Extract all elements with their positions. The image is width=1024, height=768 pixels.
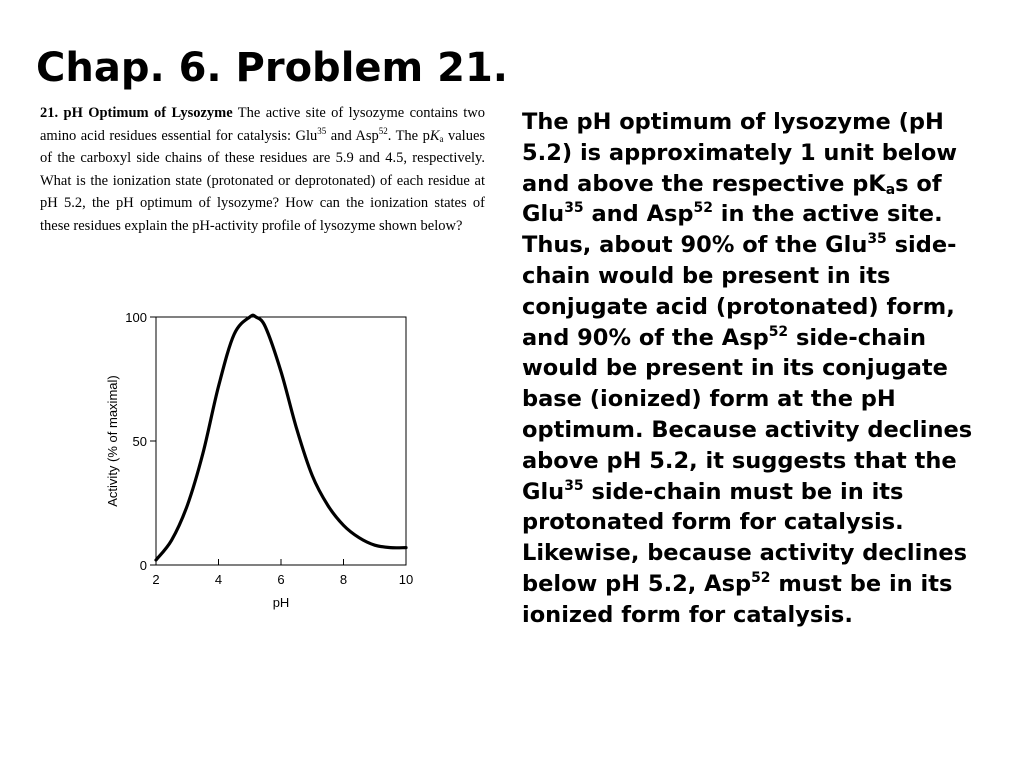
ph-activity-chart bbox=[95, 305, 425, 615]
asp-superscript: 52 bbox=[751, 569, 771, 586]
asp-superscript: 52 bbox=[768, 323, 789, 340]
problem-text-part: The active site of lysozyme contains two amino acid residues essential for catalysis: Glu bbox=[40, 105, 486, 144]
problem-statement bbox=[40, 102, 485, 237]
problem-text-part: values of the carboxyl side chains of these residues are 5.9 and 4.5, respectively. What is the ionization state (protonated or deprotonated) of each residue at pH 5.2, the pH optimum of lysozyme? How can the ionization states of these residues explain the pH-activity profile of lysozyme shown below? bbox=[40, 127, 486, 234]
pk-italic-k: K bbox=[429, 127, 440, 144]
pka-subscript: a bbox=[439, 133, 444, 144]
plot-frame bbox=[156, 317, 406, 565]
y-axis-label: Activity (% of maximal) bbox=[105, 375, 120, 507]
answer-text bbox=[522, 107, 992, 631]
answer-part: s of Glu bbox=[522, 170, 942, 228]
asp-superscript: 52 bbox=[693, 200, 713, 217]
answer-part: side-chain would be present in its conjugate base (ionized) form at the pH optimum. Because activity declines above pH 5.2, it suggests that the Glu bbox=[522, 324, 973, 505]
answer-part: in the active site. Thus, about 90% of the Glu bbox=[522, 201, 943, 259]
activity-curve bbox=[156, 315, 406, 560]
answer-part: side-chain would be present in its conjugate acid (protonated) form, and 90% of the Asp bbox=[522, 232, 957, 351]
answer-part: side-chain must be in its protonated form for catalysis. Likewise, because activity declines below pH 5.2, Asp bbox=[522, 478, 968, 597]
asp-superscript: 52 bbox=[378, 125, 388, 136]
y-tick-label: 50 bbox=[132, 434, 147, 449]
y-tick-label: 100 bbox=[125, 310, 147, 325]
pka-subscript: a bbox=[885, 181, 896, 198]
problem-text-part: and Asp bbox=[330, 127, 379, 144]
slide-title: Chap. 6. Problem 21. bbox=[36, 45, 508, 91]
glu-superscript: 35 bbox=[564, 200, 584, 217]
x-axis-label: pH bbox=[272, 595, 290, 610]
x-tick-label: 6 bbox=[277, 572, 285, 587]
problem-text-part: . The p bbox=[387, 127, 430, 144]
x-tick-label: 4 bbox=[214, 572, 223, 587]
answer-part: must be in its ionized form for catalysis. bbox=[522, 570, 953, 628]
glu-superscript: 35 bbox=[867, 231, 887, 248]
x-tick-label: 8 bbox=[339, 572, 348, 587]
problem-number: 21. bbox=[40, 105, 59, 121]
answer-part: and Asp bbox=[591, 201, 694, 228]
problem-heading: pH Optimum of Lysozyme bbox=[63, 105, 233, 121]
y-tick-label: 0 bbox=[139, 558, 147, 573]
glu-superscript: 35 bbox=[564, 477, 584, 494]
answer-part: The pH optimum of lysozyme (pH 5.2) is approximately 1 unit below and above the respective pK bbox=[522, 109, 958, 197]
glu-superscript: 35 bbox=[317, 125, 327, 136]
x-tick-label: 10 bbox=[398, 572, 414, 587]
x-tick-label: 2 bbox=[152, 572, 160, 587]
